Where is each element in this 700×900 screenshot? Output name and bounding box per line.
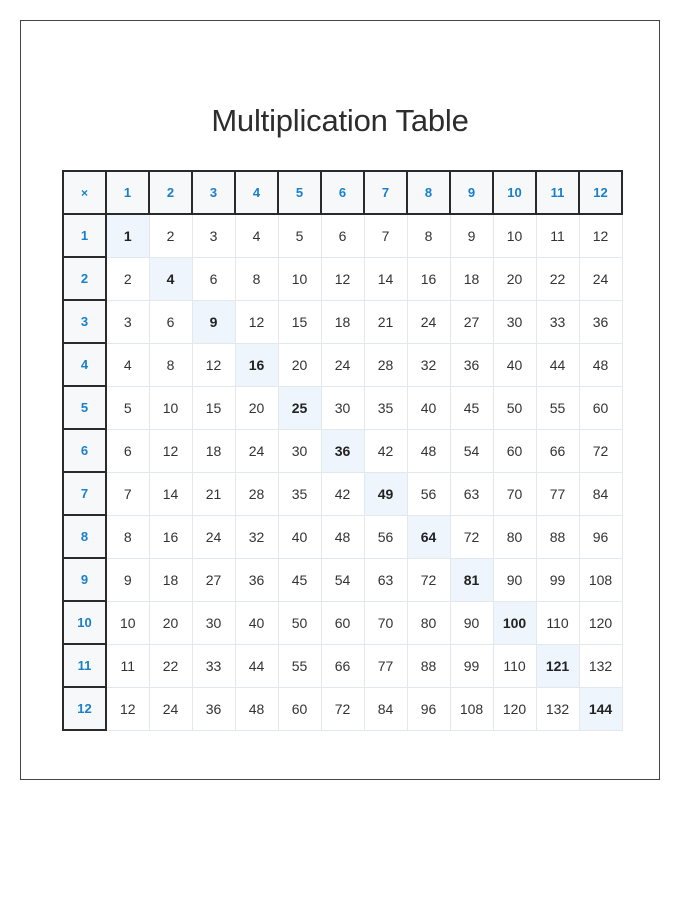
product-cell: 20 — [278, 343, 321, 386]
product-cell: 10 — [149, 386, 192, 429]
row-header: 8 — [63, 515, 106, 558]
product-cell: 12 — [106, 687, 149, 730]
column-header: 4 — [235, 171, 278, 214]
product-cell: 7 — [364, 214, 407, 257]
product-cell: 18 — [450, 257, 493, 300]
product-cell: 10 — [493, 214, 536, 257]
column-header: 6 — [321, 171, 364, 214]
product-cell: 30 — [192, 601, 235, 644]
product-cell: 5 — [106, 386, 149, 429]
product-cell: 55 — [536, 386, 579, 429]
product-cell: 120 — [579, 601, 622, 644]
column-header: 12 — [579, 171, 622, 214]
product-cell: 84 — [364, 687, 407, 730]
row-header: 9 — [63, 558, 106, 601]
column-header: 8 — [407, 171, 450, 214]
product-cell: 8 — [235, 257, 278, 300]
product-cell: 24 — [192, 515, 235, 558]
product-cell: 36 — [450, 343, 493, 386]
product-cell: 36 — [192, 687, 235, 730]
product-cell: 60 — [493, 429, 536, 472]
product-cell: 28 — [364, 343, 407, 386]
product-cell: 80 — [493, 515, 536, 558]
row-header: 12 — [63, 687, 106, 730]
product-cell: 56 — [407, 472, 450, 515]
product-cell: 90 — [450, 601, 493, 644]
product-cell: 77 — [536, 472, 579, 515]
product-cell: 108 — [450, 687, 493, 730]
product-cell-square: 9 — [192, 300, 235, 343]
column-header: 5 — [278, 171, 321, 214]
table-row — [63, 601, 622, 644]
product-cell-square: 16 — [235, 343, 278, 386]
header-row — [63, 171, 622, 214]
product-cell: 63 — [364, 558, 407, 601]
table-row — [63, 343, 622, 386]
product-cell: 48 — [579, 343, 622, 386]
column-header: 7 — [364, 171, 407, 214]
product-cell: 12 — [321, 257, 364, 300]
product-cell: 11 — [106, 644, 149, 687]
product-cell: 22 — [536, 257, 579, 300]
product-cell: 108 — [579, 558, 622, 601]
product-cell: 60 — [579, 386, 622, 429]
column-header: 11 — [536, 171, 579, 214]
product-cell: 24 — [407, 300, 450, 343]
product-cell: 10 — [106, 601, 149, 644]
product-cell: 6 — [321, 214, 364, 257]
product-cell: 2 — [106, 257, 149, 300]
product-cell: 88 — [407, 644, 450, 687]
product-cell: 8 — [149, 343, 192, 386]
product-cell-square: 100 — [493, 601, 536, 644]
product-cell: 56 — [364, 515, 407, 558]
product-cell: 21 — [192, 472, 235, 515]
column-header: 1 — [106, 171, 149, 214]
product-cell-square: 1 — [106, 214, 149, 257]
product-cell: 70 — [493, 472, 536, 515]
product-cell: 120 — [493, 687, 536, 730]
product-cell-square: 49 — [364, 472, 407, 515]
product-cell: 15 — [278, 300, 321, 343]
column-header: 9 — [450, 171, 493, 214]
product-cell-square: 36 — [321, 429, 364, 472]
product-cell: 44 — [235, 644, 278, 687]
row-header: 3 — [63, 300, 106, 343]
product-cell: 8 — [407, 214, 450, 257]
product-cell: 6 — [192, 257, 235, 300]
row-header: 10 — [63, 601, 106, 644]
product-cell-square: 64 — [407, 515, 450, 558]
product-cell: 9 — [106, 558, 149, 601]
product-cell: 16 — [407, 257, 450, 300]
product-cell: 18 — [321, 300, 364, 343]
product-cell: 54 — [450, 429, 493, 472]
table-row — [63, 687, 622, 730]
product-cell: 4 — [235, 214, 278, 257]
product-cell: 30 — [493, 300, 536, 343]
row-header: 6 — [63, 429, 106, 472]
product-cell: 36 — [579, 300, 622, 343]
product-cell: 18 — [192, 429, 235, 472]
product-cell: 35 — [278, 472, 321, 515]
product-cell: 30 — [278, 429, 321, 472]
table-row — [63, 386, 622, 429]
product-cell: 110 — [493, 644, 536, 687]
product-cell: 12 — [149, 429, 192, 472]
product-cell: 8 — [106, 515, 149, 558]
product-cell: 50 — [493, 386, 536, 429]
product-cell: 50 — [278, 601, 321, 644]
product-cell: 32 — [407, 343, 450, 386]
product-cell: 32 — [235, 515, 278, 558]
product-cell: 132 — [536, 687, 579, 730]
row-header: 5 — [63, 386, 106, 429]
product-cell: 11 — [536, 214, 579, 257]
product-cell: 14 — [364, 257, 407, 300]
product-cell: 44 — [536, 343, 579, 386]
product-cell: 54 — [321, 558, 364, 601]
product-cell-square: 25 — [278, 386, 321, 429]
product-cell: 72 — [450, 515, 493, 558]
product-cell: 2 — [149, 214, 192, 257]
product-cell: 6 — [149, 300, 192, 343]
product-cell: 10 — [278, 257, 321, 300]
column-header: 10 — [493, 171, 536, 214]
product-cell: 28 — [235, 472, 278, 515]
column-header: 3 — [192, 171, 235, 214]
product-cell: 72 — [579, 429, 622, 472]
product-cell-square: 4 — [149, 257, 192, 300]
product-cell: 90 — [493, 558, 536, 601]
product-cell: 55 — [278, 644, 321, 687]
corner-cell: × — [63, 171, 106, 214]
product-cell: 21 — [364, 300, 407, 343]
product-cell: 24 — [235, 429, 278, 472]
product-cell: 42 — [364, 429, 407, 472]
product-cell: 22 — [149, 644, 192, 687]
product-cell: 45 — [278, 558, 321, 601]
product-cell: 30 — [321, 386, 364, 429]
product-cell: 72 — [407, 558, 450, 601]
row-header: 7 — [63, 472, 106, 515]
row-header: 4 — [63, 343, 106, 386]
product-cell: 40 — [278, 515, 321, 558]
table-row — [63, 472, 622, 515]
product-cell: 60 — [278, 687, 321, 730]
product-cell: 27 — [450, 300, 493, 343]
product-cell: 99 — [450, 644, 493, 687]
product-cell: 72 — [321, 687, 364, 730]
multiplication-table — [62, 170, 623, 731]
product-cell: 96 — [579, 515, 622, 558]
table-row — [63, 644, 622, 687]
product-cell: 9 — [450, 214, 493, 257]
table-row — [63, 257, 622, 300]
product-cell: 3 — [192, 214, 235, 257]
product-cell: 132 — [579, 644, 622, 687]
product-cell-square: 81 — [450, 558, 493, 601]
product-cell: 66 — [321, 644, 364, 687]
product-cell: 5 — [278, 214, 321, 257]
product-cell: 24 — [149, 687, 192, 730]
column-header: 2 — [149, 171, 192, 214]
product-cell-square: 121 — [536, 644, 579, 687]
table-row — [63, 429, 622, 472]
product-cell: 96 — [407, 687, 450, 730]
product-cell: 3 — [106, 300, 149, 343]
product-cell: 48 — [235, 687, 278, 730]
product-cell: 40 — [407, 386, 450, 429]
page-frame — [20, 20, 660, 780]
product-cell: 42 — [321, 472, 364, 515]
product-cell: 88 — [536, 515, 579, 558]
product-cell: 27 — [192, 558, 235, 601]
product-cell: 6 — [106, 429, 149, 472]
product-cell: 12 — [192, 343, 235, 386]
product-cell: 77 — [364, 644, 407, 687]
product-cell: 18 — [149, 558, 192, 601]
product-cell: 20 — [149, 601, 192, 644]
product-cell: 60 — [321, 601, 364, 644]
product-cell: 15 — [192, 386, 235, 429]
table-row — [63, 300, 622, 343]
product-cell: 20 — [235, 386, 278, 429]
product-cell: 36 — [235, 558, 278, 601]
product-cell: 12 — [579, 214, 622, 257]
product-cell: 80 — [407, 601, 450, 644]
product-cell: 110 — [536, 601, 579, 644]
product-cell: 20 — [493, 257, 536, 300]
table-row — [63, 515, 622, 558]
product-cell: 70 — [364, 601, 407, 644]
product-cell: 84 — [579, 472, 622, 515]
product-cell: 14 — [149, 472, 192, 515]
page-title: Multiplication Table — [211, 103, 469, 138]
product-cell: 35 — [364, 386, 407, 429]
product-cell: 16 — [149, 515, 192, 558]
product-cell: 33 — [536, 300, 579, 343]
row-header: 11 — [63, 644, 106, 687]
row-header: 1 — [63, 214, 106, 257]
product-cell: 40 — [235, 601, 278, 644]
product-cell: 66 — [536, 429, 579, 472]
product-cell: 24 — [321, 343, 364, 386]
product-cell: 99 — [536, 558, 579, 601]
product-cell: 4 — [106, 343, 149, 386]
product-cell: 40 — [493, 343, 536, 386]
product-cell: 24 — [579, 257, 622, 300]
product-cell: 7 — [106, 472, 149, 515]
product-cell: 33 — [192, 644, 235, 687]
product-cell: 12 — [235, 300, 278, 343]
row-header: 2 — [63, 257, 106, 300]
product-cell: 45 — [450, 386, 493, 429]
table-row — [63, 214, 622, 257]
product-cell-square: 144 — [579, 687, 622, 730]
table-row — [63, 558, 622, 601]
product-cell: 48 — [321, 515, 364, 558]
product-cell: 63 — [450, 472, 493, 515]
product-cell: 48 — [407, 429, 450, 472]
